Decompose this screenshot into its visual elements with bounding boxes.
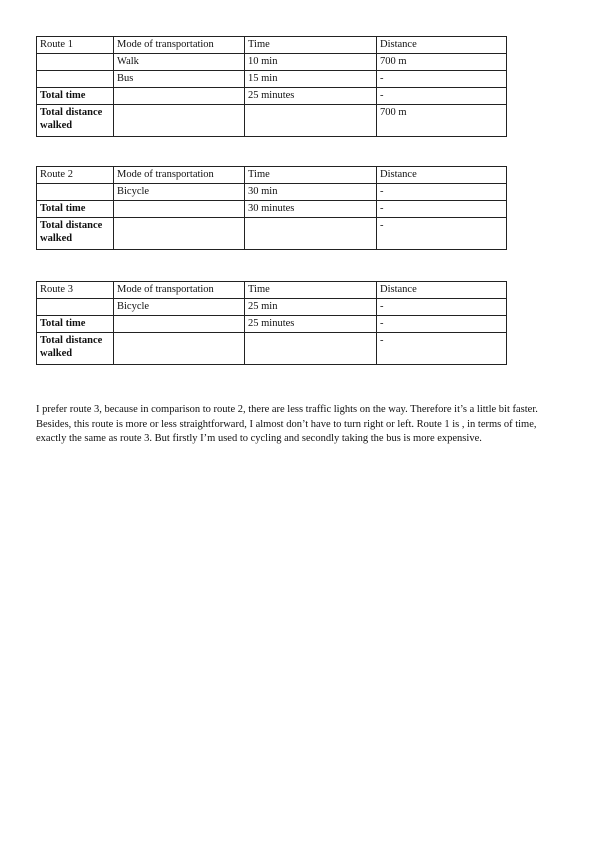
mode-header-cell: Mode of transportation: [114, 282, 245, 299]
route-preference-paragraph: I prefer route 3, because in comparison to route 2, there are less traffic lights on the way. Therefore it’s a little bit faster. Besides, this route is more or less straightforward, I almost don’t have to turn right or left. Route 1 is , in terms of time, exactly the same as route 3. But firstly I’m used to cycling and secondly taking the bus is more expensive.: [36, 404, 538, 444]
table-cell: [114, 333, 245, 365]
table-cell: [37, 299, 114, 316]
total-distance-value: -: [377, 218, 507, 250]
table-header-row: [37, 282, 507, 299]
route-1-table: [36, 36, 507, 137]
total-time-label: Total time: [37, 88, 114, 105]
table-cell: [114, 105, 245, 137]
distance-cell: -: [377, 299, 507, 316]
mode-cell: Bicycle: [114, 184, 245, 201]
total-time-label: Total time: [37, 201, 114, 218]
total-time-value: 25 minutes: [245, 316, 377, 333]
table-row: [37, 184, 507, 201]
route-2-table: [36, 166, 507, 250]
total-time-value: 30 minutes: [245, 201, 377, 218]
route-label-cell: Route 2: [37, 167, 114, 184]
mode-cell: Walk: [114, 54, 245, 71]
table-cell: [245, 333, 377, 365]
mode-header-cell: Mode of transportation: [114, 167, 245, 184]
table-cell: [114, 88, 245, 105]
total-distance-value: 700 m: [377, 105, 507, 137]
table-cell: [114, 218, 245, 250]
distance-cell: -: [377, 316, 507, 333]
mode-cell: Bus: [114, 71, 245, 88]
table-header-row: [37, 37, 507, 54]
total-time-row: [37, 88, 507, 105]
total-distance-row: [37, 105, 507, 137]
time-header-cell: Time: [245, 37, 377, 54]
total-distance-row: [37, 218, 507, 250]
total-time-label: Total time: [37, 316, 114, 333]
distance-header-cell: Distance: [377, 167, 507, 184]
mode-header-cell: Mode of transportation: [114, 37, 245, 54]
table-row: [37, 299, 507, 316]
table-header-row: [37, 167, 507, 184]
total-time-value: 25 minutes: [245, 88, 377, 105]
total-distance-label: Total distance walked: [37, 218, 114, 250]
table-cell: [114, 316, 245, 333]
table-cell: [114, 201, 245, 218]
route-label-cell: Route 1: [37, 37, 114, 54]
distance-header-cell: Distance: [377, 282, 507, 299]
distance-cell: -: [377, 88, 507, 105]
table-cell: [37, 71, 114, 88]
table-row: [37, 54, 507, 71]
time-header-cell: Time: [245, 167, 377, 184]
total-distance-label: Total distance walked: [37, 105, 114, 137]
table-cell: [245, 218, 377, 250]
distance-cell: 700 m: [377, 54, 507, 71]
time-header-cell: Time: [245, 282, 377, 299]
total-distance-label: Total distance walked: [37, 333, 114, 365]
time-cell: 25 min: [245, 299, 377, 316]
time-cell: 10 min: [245, 54, 377, 71]
distance-cell: -: [377, 71, 507, 88]
distance-header-cell: Distance: [377, 37, 507, 54]
table-cell: [37, 54, 114, 71]
table-row: [37, 71, 507, 88]
total-time-row: [37, 201, 507, 218]
total-time-row: [37, 316, 507, 333]
time-cell: 15 min: [245, 71, 377, 88]
table-cell: [37, 184, 114, 201]
time-cell: 30 min: [245, 184, 377, 201]
table-cell: [245, 105, 377, 137]
distance-cell: -: [377, 201, 507, 218]
total-distance-row: [37, 333, 507, 365]
total-distance-value: -: [377, 333, 507, 365]
route-label-cell: Route 3: [37, 282, 114, 299]
route-3-table: [36, 281, 507, 365]
mode-cell: Bicycle: [114, 299, 245, 316]
distance-cell: -: [377, 184, 507, 201]
